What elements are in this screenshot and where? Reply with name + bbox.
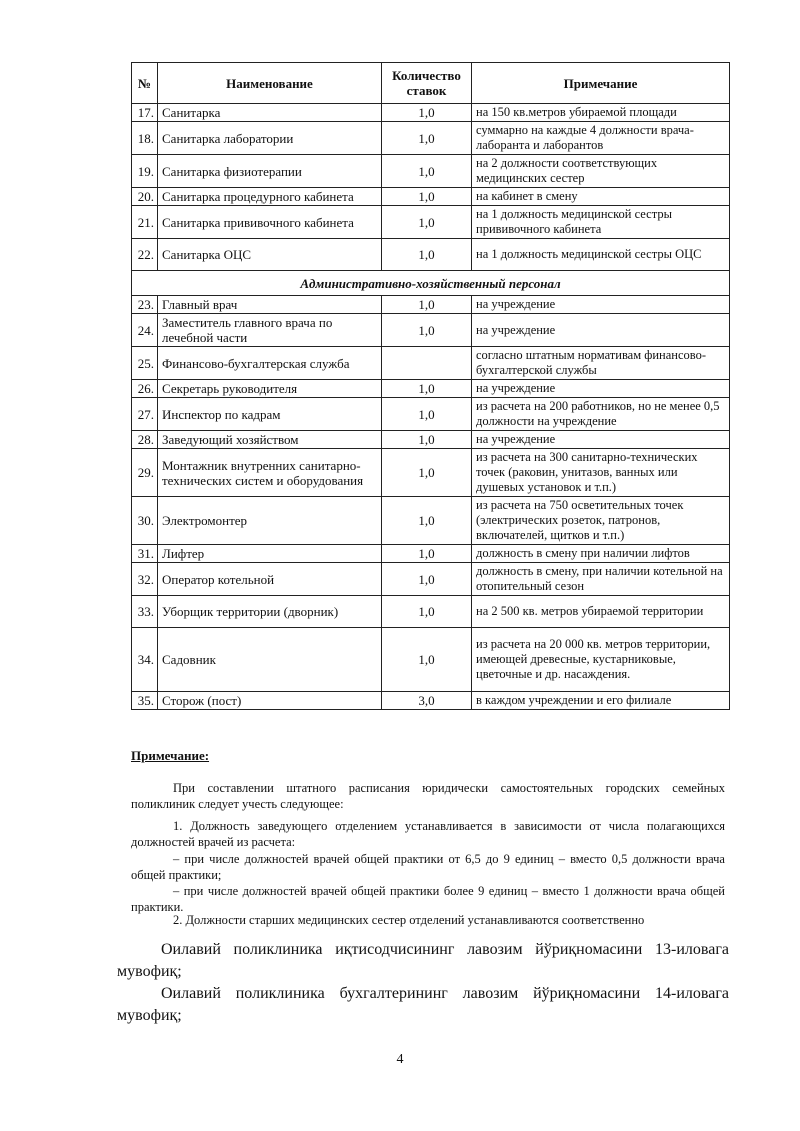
row-quantity: 1,0: [382, 497, 472, 545]
row-name: Секретарь руководителя: [158, 380, 382, 398]
row-note: из расчета на 200 работников, но не менее 0,5 должности на учреждение: [472, 398, 730, 431]
row-number: 33.: [132, 596, 158, 628]
row-note: на 1 должность медицинской сестры ОЦС: [472, 239, 730, 271]
row-number: 31.: [132, 545, 158, 563]
row-name: Оператор котельной: [158, 563, 382, 596]
table-row: [132, 122, 730, 155]
row-number: 23.: [132, 296, 158, 314]
row-name: Заместитель главного врача по лечебной части: [158, 314, 382, 347]
row-number: 17.: [132, 104, 158, 122]
row-quantity: 1,0: [382, 188, 472, 206]
table-row: [132, 628, 730, 692]
row-number: 22.: [132, 239, 158, 271]
row-name: Заведующий хозяйством: [158, 431, 382, 449]
row-note: в каждом учреждении и его филиале: [472, 692, 730, 710]
header-qty: Количество ставок: [382, 63, 472, 104]
row-name: Санитарка ОЦС: [158, 239, 382, 271]
table-row: [132, 692, 730, 710]
row-number: 28.: [132, 431, 158, 449]
table-row: [132, 239, 730, 271]
table-row: [132, 206, 730, 239]
row-number: 32.: [132, 563, 158, 596]
row-name: Санитарка лаборатории: [158, 122, 382, 155]
row-note: на 2 должности соответствующих медицинских сестер: [472, 155, 730, 188]
row-note: на 1 должность медицинской сестры прививочного кабинета: [472, 206, 730, 239]
row-quantity: 1,0: [382, 296, 472, 314]
row-number: 35.: [132, 692, 158, 710]
row-quantity: 1,0: [382, 239, 472, 271]
row-number: 20.: [132, 188, 158, 206]
section-row: [132, 271, 730, 296]
row-note: суммарно на каждые 4 должности врача-лаборанта и лаборантов: [472, 122, 730, 155]
row-note: на учреждение: [472, 380, 730, 398]
paragraph-appendix-13: Оилавий поликлиника иқтисодчисининг лавозим йўриқномасини 13-иловага мувофиқ;: [117, 941, 729, 980]
header-num: №: [132, 63, 158, 104]
row-number: 25.: [132, 347, 158, 380]
row-note: из расчета на 750 осветительных точек (электрических розеток, патронов, включателей, щитков и т.п.): [472, 497, 730, 545]
notes-heading: Примечание:: [131, 748, 210, 763]
table-row: [132, 380, 730, 398]
row-number: 21.: [132, 206, 158, 239]
row-note: должность в смену, при наличии котельной на отопительный сезон: [472, 563, 730, 596]
row-name: Сторож (пост): [158, 692, 382, 710]
row-number: 29.: [132, 449, 158, 497]
row-note: на учреждение: [472, 431, 730, 449]
row-name: Санитарка прививочного кабинета: [158, 206, 382, 239]
notes-dash-1: – при числе должностей врачей общей практики от 6,5 до 9 единиц – вместо 0,5 должности врача общей практики;: [131, 852, 725, 882]
row-quantity: 1,0: [382, 122, 472, 155]
row-note: из расчета на 300 санитарно-технических точек (раковин, унитазов, ванных или душевых установок и т.п.): [472, 449, 730, 497]
row-note: на учреждение: [472, 296, 730, 314]
row-quantity: 1,0: [382, 398, 472, 431]
row-name: Электромонтер: [158, 497, 382, 545]
row-name: Главный врач: [158, 296, 382, 314]
table-row: [132, 431, 730, 449]
row-number: 24.: [132, 314, 158, 347]
section-title: Административно-хозяйственный персонал: [132, 271, 730, 296]
table-row: [132, 296, 730, 314]
table-row: [132, 563, 730, 596]
row-number: 27.: [132, 398, 158, 431]
row-note: на 150 кв.метров убираемой площади: [472, 104, 730, 122]
row-quantity: 1,0: [382, 596, 472, 628]
row-note: на 2 500 кв. метров убираемой территории: [472, 596, 730, 628]
row-note: на кабинет в смену: [472, 188, 730, 206]
row-quantity: 1,0: [382, 545, 472, 563]
row-note: на учреждение: [472, 314, 730, 347]
row-quantity: 1,0: [382, 206, 472, 239]
row-name: Санитарка физиотерапии: [158, 155, 382, 188]
table-row: [132, 155, 730, 188]
row-quantity: 1,0: [382, 431, 472, 449]
row-name: Уборщик территории (дворник): [158, 596, 382, 628]
row-quantity: 1,0: [382, 563, 472, 596]
row-quantity: 3,0: [382, 692, 472, 710]
header-name: Наименование: [158, 63, 382, 104]
row-name: Садовник: [158, 628, 382, 692]
notes-dash-2: – при числе должностей врачей общей практики более 9 единиц – вместо 1 должности врача общей практики.: [131, 884, 725, 914]
table-row: [132, 398, 730, 431]
row-name: Санитарка процедурного кабинета: [158, 188, 382, 206]
row-number: 30.: [132, 497, 158, 545]
row-quantity: [382, 347, 472, 380]
row-name: Монтажник внутренних санитарно-технических систем и оборудования: [158, 449, 382, 497]
row-name: Инспектор по кадрам: [158, 398, 382, 431]
row-name: Санитарка: [158, 104, 382, 122]
row-name: Финансово-бухгалтерская служба: [158, 347, 382, 380]
table-row: [132, 314, 730, 347]
table-header-row: [132, 63, 730, 104]
table-row: [132, 104, 730, 122]
table-row: [132, 188, 730, 206]
notes-item-2: 2. Должности старших медицинских сестер отделений устанавливаются соответственно: [173, 913, 645, 927]
notes-item-1: 1. Должность заведующего отделением устанавливается в зависимости от числа полагающихся должностей врачей из расчета:: [131, 819, 725, 849]
row-number: 19.: [132, 155, 158, 188]
paragraph-appendix-14: Оилавий поликлиника бухгалтерининг лавозим йўриқномасини 14-иловага мувофиқ;: [117, 985, 729, 1024]
row-quantity: 1,0: [382, 380, 472, 398]
row-note: из расчета на 20 000 кв. метров территории, имеющей древесные, кустарниковые, цветочные и др. насаждения.: [472, 628, 730, 692]
row-quantity: 1,0: [382, 104, 472, 122]
table-row: [132, 596, 730, 628]
table-row: [132, 545, 730, 563]
row-number: 18.: [132, 122, 158, 155]
staffing-table: [131, 62, 730, 710]
row-quantity: 1,0: [382, 314, 472, 347]
row-note: должность в смену при наличии лифтов: [472, 545, 730, 563]
row-number: 26.: [132, 380, 158, 398]
table-row: [132, 449, 730, 497]
table-row: [132, 497, 730, 545]
row-name: Лифтер: [158, 545, 382, 563]
header-note: Примечание: [472, 63, 730, 104]
table-row: [132, 347, 730, 380]
row-quantity: 1,0: [382, 155, 472, 188]
row-number: 34.: [132, 628, 158, 692]
row-quantity: 1,0: [382, 628, 472, 692]
row-note: согласно штатным нормативам финансово-бухгалтерской службы: [472, 347, 730, 380]
page-number: 4: [396, 1052, 404, 1067]
row-quantity: 1,0: [382, 449, 472, 497]
notes-intro: При составлении штатного расписания юридически самостоятельных городских семейных поликлиник следует учесть следующее:: [131, 781, 725, 811]
